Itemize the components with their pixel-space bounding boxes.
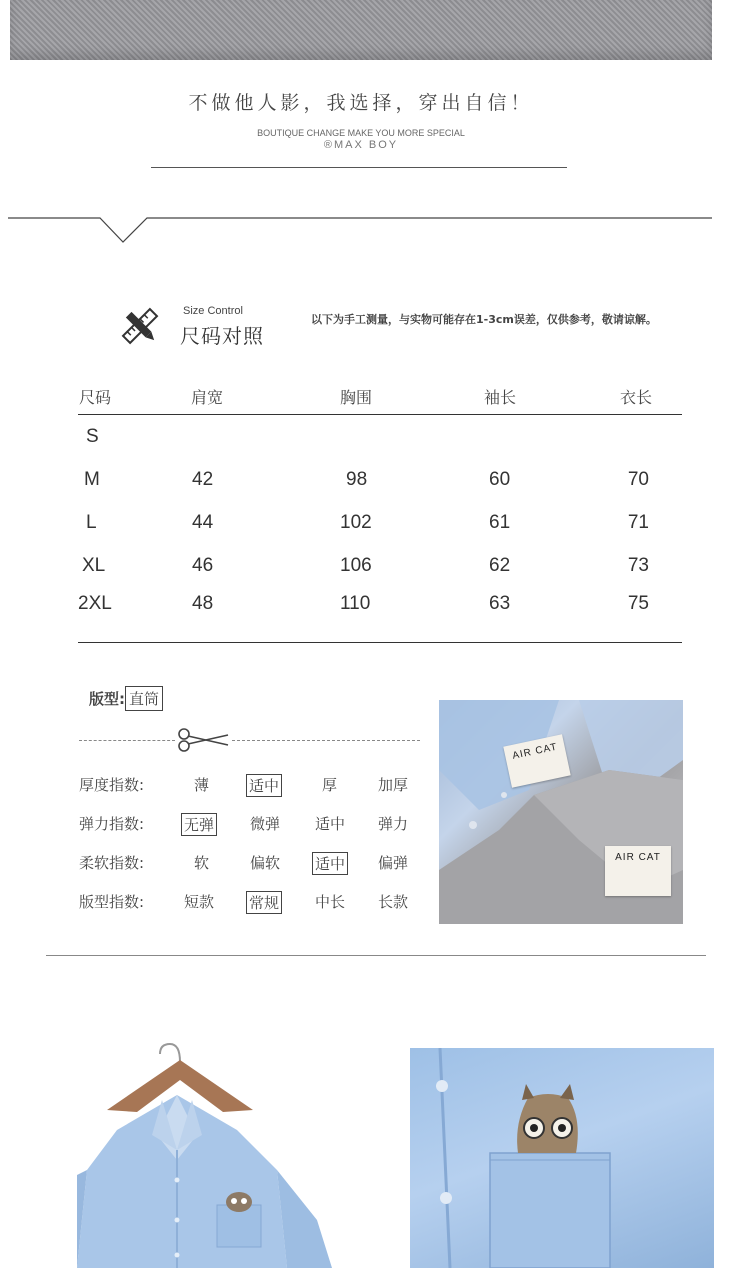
option-soft: 软: [194, 854, 210, 872]
cell-size: L: [86, 511, 97, 533]
dashed-divider-left: [79, 740, 175, 741]
attribute-row-thickness: [79, 774, 439, 802]
size-chart-table: [78, 378, 682, 643]
cell-size: S: [86, 425, 99, 447]
option-firm: 偏弹: [378, 854, 409, 872]
section-divider: [46, 955, 706, 956]
cell-sleeve: 63: [474, 587, 619, 643]
option-extra-thick: 加厚: [378, 776, 409, 794]
fit-type-value: 直筒: [125, 686, 163, 711]
fabric-banner-image: [10, 0, 712, 60]
size-control-title: 尺码对照: [180, 324, 264, 348]
shirt-collars-photo: [439, 700, 683, 924]
cell-length: 71: [627, 511, 649, 533]
ruler-pencil-icon: [116, 302, 164, 350]
cell-sleeve: 60: [489, 468, 511, 490]
section-chevron-divider: [8, 212, 714, 246]
header-chest: 胸围: [330, 378, 474, 415]
cell-chest: 102: [340, 511, 372, 533]
attribute-name: 版型指数:: [79, 893, 145, 911]
cell-chest: 106: [340, 554, 372, 576]
slogan-english: BOUTIQUE CHANGE MAKE YOU MORE SPECIAL: [257, 128, 465, 138]
option-stretch: 弹力: [378, 815, 409, 833]
table-header-row: [78, 378, 682, 415]
cell-chest: 98: [346, 468, 368, 490]
cell-size: 2XL: [78, 587, 188, 643]
cell-shoulder: 46: [192, 554, 214, 576]
cell-shoulder: 42: [192, 468, 214, 490]
option-thin: 薄: [194, 776, 210, 794]
table-row: [78, 544, 682, 587]
cell-chest: [330, 415, 474, 459]
option-slight-stretch: 微弹: [250, 815, 281, 833]
fit-type: [89, 686, 163, 711]
size-control-title-en: Size Control: [183, 305, 243, 317]
pocket-illustration: [410, 1048, 714, 1268]
table-row: [78, 587, 682, 643]
option-regular-selected: 常规: [246, 891, 282, 914]
fit-type-label: 版型:: [89, 690, 125, 708]
brand-label: AIR CAT: [503, 734, 570, 788]
cell-chest: 110: [330, 587, 474, 643]
cell-shoulder: [188, 415, 330, 459]
cell-size: XL: [82, 554, 106, 576]
dashed-divider-right: [232, 740, 420, 741]
pocket-closeup-photo: [410, 1048, 714, 1268]
attribute-name: 柔软指数:: [79, 854, 145, 872]
header-length: 衣长: [619, 378, 682, 415]
table-row: [78, 458, 682, 501]
cell-sleeve: [474, 415, 619, 459]
cell-length: 70: [627, 468, 649, 490]
table-row: [78, 415, 682, 459]
header-size: 尺码: [78, 378, 188, 415]
attribute-name: 厚度指数:: [79, 776, 145, 794]
cell-sleeve: 62: [489, 554, 511, 576]
cell-sleeve: 61: [489, 511, 511, 533]
attribute-name: 弹力指数:: [79, 815, 145, 833]
table-row: [78, 501, 682, 544]
option-no-stretch-selected: 无弹: [181, 813, 217, 836]
attribute-row-elasticity: [79, 813, 439, 841]
option-moderate: 适中: [315, 815, 346, 833]
cell-shoulder: 48: [188, 587, 330, 643]
option-medium-selected: 适中: [312, 852, 348, 875]
shirt-hanger-photo: [77, 1040, 347, 1268]
brand-label: AIR CAT: [605, 846, 671, 896]
brand-name: ®MAX BOY: [323, 139, 399, 151]
shirt-illustration: [77, 1040, 347, 1268]
measurement-note: 以下为手工测量，与实物可能存在1-3cm误差，仅供参考，敬请谅解。: [311, 313, 657, 326]
option-long: 长款: [378, 893, 409, 911]
option-medium-selected: 适中: [246, 774, 282, 797]
option-short: 短款: [184, 893, 215, 911]
option-fairly-soft: 偏软: [250, 854, 281, 872]
slogan: 不做他人影，我选择，穿出自信！: [188, 92, 534, 114]
option-mid-long: 中长: [315, 893, 346, 911]
cell-length: [619, 415, 682, 459]
slogan-divider: [151, 167, 567, 168]
cell-shoulder: 44: [192, 511, 214, 533]
attribute-row-softness: [79, 852, 439, 880]
cell-length: 73: [627, 554, 649, 576]
cell-length: 75: [619, 587, 682, 643]
attribute-row-length: [79, 891, 439, 919]
header-shoulder: 肩宽: [188, 378, 330, 415]
header-sleeve: 袖长: [474, 378, 619, 415]
option-thick: 厚: [322, 776, 338, 794]
cell-size: M: [84, 468, 100, 490]
scissors-icon: [176, 727, 230, 753]
